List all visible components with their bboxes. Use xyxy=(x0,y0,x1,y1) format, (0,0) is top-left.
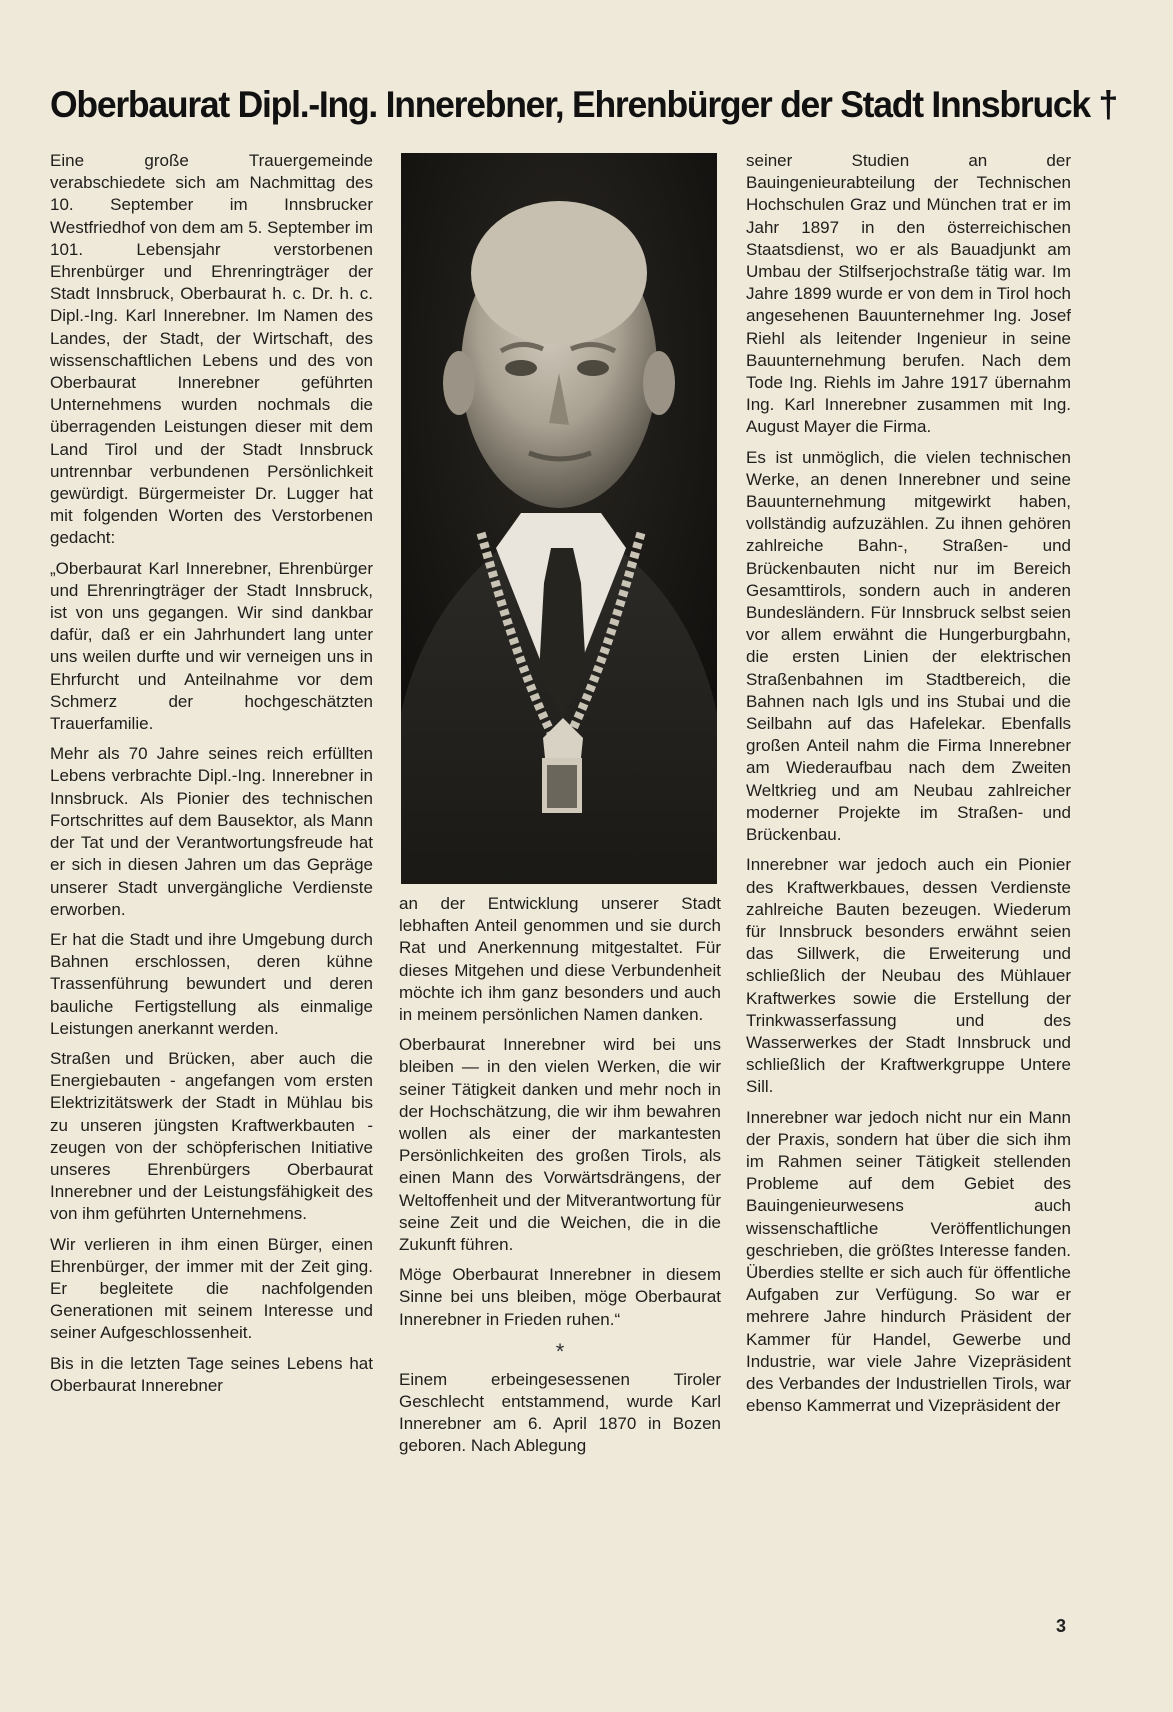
paragraph: Eine große Trauergemeinde verabschiedete sich am Nachmittag des 10. September im Innsbrucker Westfriedhof von dem am 5. September im 101. Lebensjahr verstorbenen Ehrenbürger und Ehrenringträger der Stadt Innsbruck, Oberbaurat h. c. Dr. h. c. Dipl.-Ing. Karl Innerebner. Im Namen des Landes, der Stadt, der Wirtschaft, des wissenschaftlichen Lebens und des von Oberbaurat Innerebner geführten Unternehmens wurden nochmals die überragenden Leistungen dieser mit dem Land Tirol und der Stadt Innsbruck untrennbar verbundenen Persönlichkeit gewürdigt. Bürgermeister Dr. Lugger hat mit folgenden Worten des Verstorbenen gedacht: xyxy=(50,151,373,548)
paragraph: Mehr als 70 Jahre seines reich erfüllten Lebens verbrachte Dipl.-Ing. Innerebner in Innsbruck. Als Pionier des technischen Fortschrittes auf dem Bausektor, als Mann der Tat und der Verantwortungsfreude hat er sich in diesen Jahren um das Gepräge unserer Stadt unvergängliche Verdienste erworben. xyxy=(50,744,373,919)
paragraph: Wir verlieren in ihm einen Bürger, einen Ehrenbürger, der immer mit der Zeit ging. Er begleitete die nachfolgenden Generationen mit seinem Interesse und seiner Aufgeschlossenheit. xyxy=(50,1234,373,1343)
article-headline: Oberbaurat Dipl.-Ing. Innerebner, Ehrenbürger der Stadt Innsbruck † xyxy=(50,84,1118,125)
paragraph: Straßen und Brücken, aber auch die Energiebauten - angefangen vom ersten Elektrizitätswerk der Stadt in Mühlau bis zu unseren jüngsten Kraftwerkbauten - zeugen von der schöpferischen Initiative unseres Ehrenbürgers Oberbaurat Innerebner und der Leistungsfähigkeit des von ihm geführten Unternehmens. xyxy=(50,1048,373,1224)
paragraph: Innerebner war jedoch nicht nur ein Mann der Praxis, sondern hat über die sich ihm im Rahmen seiner Tätigkeit stellenden Probleme auf dem Gebiet des Bauingenieurwesens auch wissenschaftliche Veröffentlichungen geschrieben, die größtes Interesse fanden. Überdies stellte er sich auch für öffentliche Aufgaben zur Verfügung. So war er mehrere Jahre hindurch Präsident der Kammer für Handel, Gewerbe und Industrie, war viele Jahre Vizepräsident des Verbandes der Industriellen Tirols, war ebenso Kammerrat und Vizepräsident der xyxy=(746,1107,1071,1416)
section-separator: * xyxy=(555,1338,565,1364)
paragraph: an der Entwicklung unserer Stadt lebhaften Anteil genommen und sie durch Rat und Anerkennung mitgestaltet. Für dieses Mitgehen und diese Verbundenheit möchte ich ihm ganz besonders und auch in meinem persönlichen Namen danken. xyxy=(399,894,721,1025)
paragraph: Es ist unmöglich, die vielen technischen Werke, an denen Innerebner und seine Bauunternehmung mitgewirkt haben, vollständig aufzuzählen. Zu ihnen gehören zahlreiche Bahn-, Straßen- und Brückenbauten nicht nur im Bereich Gesamttirols, sondern auch in anderen Bundesländern. Für Innsbruck selbst seien vor allem erwähnt die Hungerburgbahn, die ersten Linien der elektrischen Straßenbahnen im Stadtbereich, die Bahnen nach Igls und ins Stubai und die Seilbahn auf das Hafelekar. Ebenfalls großen Anteil nahm die Firma Innerebner am Wiederaufbau nach dem Zweiten Weltkrieg und am Neubau zahlreicher moderner Projekte im Straßen- und Brückenbau. xyxy=(746,447,1071,845)
paragraph: „Oberbaurat Karl Innerebner, Ehrenbürger und Ehrenringträger der Stadt Innsbruck, ist von uns gegangen. Wir sind dankbar dafür, daß er ein Jahrhundert lang unter uns weilen durfte und wir verneigen uns in Ehrfurcht und Anteilnahme vor dem Schmerz der hochgeschätzten Trauerfamilie. xyxy=(50,558,373,734)
paragraph: Innerebner war jedoch auch ein Pionier des Kraftwerkbaues, dessen Verdienste zahlreiche Bauten bezeugen. Wiederum für Innsbruck besonders erwähnt seien das Sillwerk, die Erweiterung und schließlich der Neubau des Mühlauer Kraftwerkes sowie die Erstellung der Trinkwasserfassung und des Wasserwerkes der Stadt Innsbruck und schließlich der Kraftwerkgruppe Untere Sill. xyxy=(746,855,1071,1097)
right-column xyxy=(746,150,1071,1425)
paragraph: Bis in die letzten Tage seines Lebens hat Oberbaurat Innerebner xyxy=(50,1353,373,1395)
paragraph: Er hat die Stadt und ihre Umgebung durch Bahnen erschlossen, deren kühne Trassenführung bewundert und deren bauliche Fertigstellung als einmalige Leistungen anerkannt werden. xyxy=(50,929,373,1038)
paragraph: Möge Oberbaurat Innerebner in diesem Sinne bei uns bleiben, möge Oberbaurat Innerebner in Frieden ruhen.“ xyxy=(399,1265,721,1329)
paragraph: Oberbaurat Innerebner wird bei uns bleiben — in den vielen Werken, die wir seiner Tätigkeit danken und mehr noch in der Hochschätzung, die wir ihm bewahren wollen als einer der markantesten Persönlichkeiten des großen Tirols, als einen Mann des Vorwärtsdrängens, der Weltoffenheit und der Mitverantwortung für seine Zeit und die Weichen, die in die Zukunft führen. xyxy=(399,1035,721,1255)
left-column xyxy=(50,150,373,1405)
middle-column xyxy=(399,893,721,1466)
portrait-photo xyxy=(401,153,717,884)
paragraph: Einem erbeingesessenen Tiroler Geschlecht entstammend, wurde Karl Innerebner am 6. April 1870 in Bozen geboren. Nach Ablegung xyxy=(399,1369,721,1456)
page-number: 3 xyxy=(1056,1616,1067,1636)
paragraph: seiner Studien an der Bauingenieurabteilung der Technischen Hochschulen Graz und München trat er im Jahr 1897 in den österreichischen Staatsdienst, wo er als Bauadjunkt am Umbau der Stilfserjochstraße tätig war. Im Jahre 1899 wurde er von dem in Tirol hoch angesehenen Bauunternehmer Ing. Josef Riehl als leitender Ingenieur in seine Bauunternehmung berufen. Nach dem Tode Ing. Riehls im Jahre 1917 übernahm Ing. Karl Innerebner zusammen mit Ing. August Mayer die Firma. xyxy=(746,151,1071,437)
